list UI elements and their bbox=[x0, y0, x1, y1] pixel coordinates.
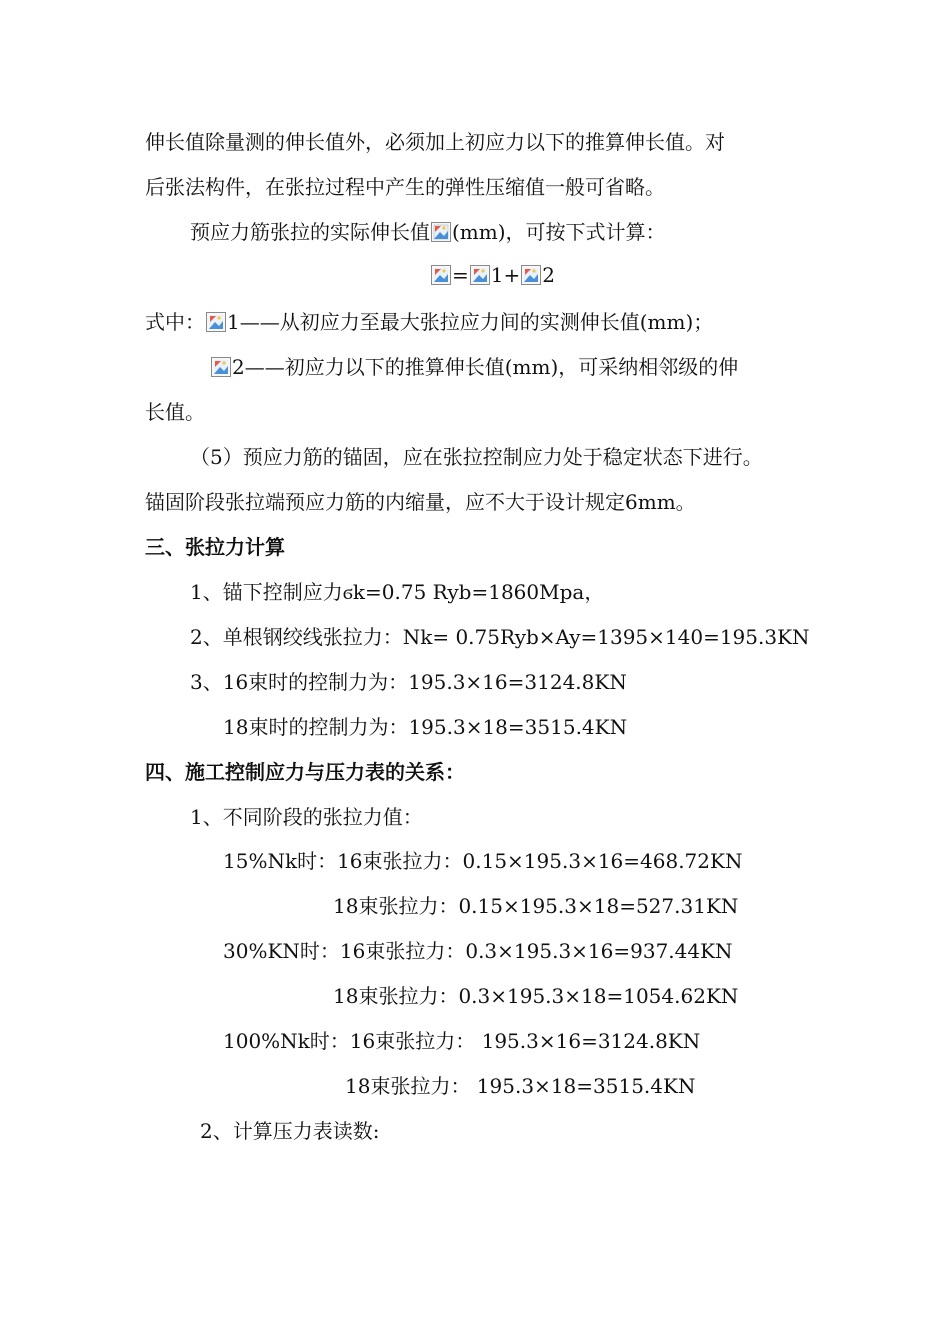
list-item: 3、16束时的控制力为：195.3×16=3124.8KN bbox=[190, 670, 627, 694]
formula-term: 2 bbox=[542, 263, 555, 287]
text-segment: 预应力筋张拉的实际伸长值 bbox=[190, 220, 430, 244]
calc-line: 18束张拉力：0.15×195.3×18=527.31KN bbox=[333, 894, 739, 918]
definition-line bbox=[145, 308, 713, 336]
list-item: 2、单根钢绞线张拉力：Nk= 0.75Ryb×Ay=1395×140=195.3KN bbox=[190, 625, 810, 649]
paragraph-line: 伸长值除量测的伸长值外，必须加上初应力以下的推算伸长值。对 bbox=[145, 130, 725, 154]
paragraph-line: （5）预应力筋的锚固，应在张拉控制应力处于稳定状态下进行。 bbox=[190, 445, 763, 469]
formula-term: 1+ bbox=[490, 263, 521, 287]
calc-line: 18束张拉力：0.3×195.3×18=1054.62KN bbox=[333, 984, 739, 1008]
text-segment: 1——从初应力至最大张拉应力间的实测伸长值(mm)； bbox=[227, 310, 714, 334]
elongation-formula bbox=[430, 261, 555, 289]
calc-line: 18束张拉力： 195.3×18=3515.4KN bbox=[345, 1074, 696, 1098]
broken-image-icon bbox=[431, 222, 451, 242]
broken-image-icon bbox=[206, 312, 226, 332]
definition-line bbox=[210, 353, 738, 381]
list-item: 18束时的控制力为：195.3×18=3515.4KN bbox=[223, 715, 628, 739]
list-item: 1、锚下控制应力ϭk=0.75 Ryb=1860Mpa， bbox=[190, 580, 605, 604]
paragraph-line: 长值。 bbox=[145, 400, 205, 424]
list-item: 2、计算压力表读数: bbox=[200, 1119, 380, 1143]
paragraph-line bbox=[190, 218, 666, 246]
calc-line: 30%KN时：16束张拉力：0.3×195.3×16=937.44KN bbox=[223, 939, 733, 963]
broken-image-icon bbox=[470, 265, 490, 285]
text-segment: 式中： bbox=[145, 310, 205, 334]
broken-image-icon bbox=[211, 357, 231, 377]
list-item: 1、不同阶段的张拉力值： bbox=[190, 805, 423, 829]
section-heading: 四、施工控制应力与压力表的关系： bbox=[145, 760, 465, 784]
paragraph-line: 锚固阶段张拉端预应力筋的内缩量，应不大于设计规定6mm。 bbox=[145, 490, 696, 514]
text-segment: (mm)，可按下式计算： bbox=[452, 220, 666, 244]
calc-line: 100%Nk时：16束张拉力： 195.3×16=3124.8KN bbox=[223, 1029, 701, 1053]
paragraph-line: 后张法构件，在张拉过程中产生的弹性压缩值一般可省略。 bbox=[145, 175, 665, 199]
broken-image-icon bbox=[521, 265, 541, 285]
section-heading: 三、张拉力计算 bbox=[145, 535, 285, 559]
calc-line: 15%Nk时：16束张拉力：0.15×195.3×16=468.72KN bbox=[223, 849, 743, 873]
formula-equals: = bbox=[452, 263, 469, 287]
broken-image-icon bbox=[431, 265, 451, 285]
text-segment: 2——初应力以下的推算伸长值(mm)，可采纳相邻级的伸 bbox=[232, 355, 739, 379]
